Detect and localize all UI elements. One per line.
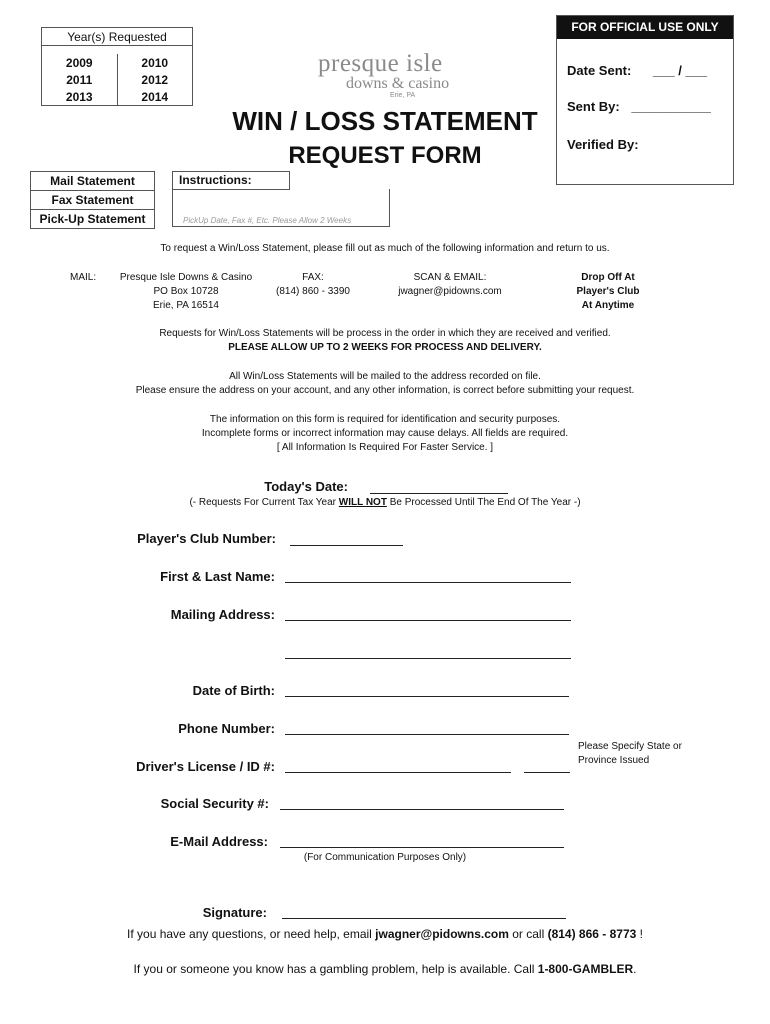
fax-label: FAX: [302, 272, 324, 283]
info-note-1: The information on this form is required for identification and security purposes. [209, 414, 561, 425]
process-note: Requests for Win/Loss Statements will be process in the order in which they are received and verified. [159, 328, 611, 339]
logo-line-1: presque isle [318, 50, 443, 77]
todays-date-field[interactable] [370, 493, 508, 494]
name-label: First & Last Name: [160, 569, 275, 584]
scan-info [380, 271, 520, 299]
process-note-bold: PLEASE ALLOW UP TO 2 WEEKS FOR PROCESS AND DELIVERY. [228, 342, 542, 353]
signature-field[interactable] [282, 918, 566, 919]
note-text: Be Processed Until The End Of The Year -) [386, 497, 581, 508]
license-note-line: Please Specify State or [578, 741, 682, 752]
info-note-2: Incomplete forms or incorrect information may cause delays. All fields are required. [201, 428, 569, 439]
logo-line-3: Erie, PA [390, 92, 416, 99]
mailing-address-field[interactable] [285, 620, 571, 621]
license-note [578, 740, 682, 768]
year-option[interactable]: 2014 [117, 88, 193, 106]
pickup-statement-option[interactable]: Pick-Up Statement [31, 210, 155, 229]
instructions-label: Instructions: [172, 171, 290, 190]
license-note-line: Province Issued [578, 755, 650, 766]
year-option[interactable]: 2013 [42, 88, 118, 106]
verified-by-label: Verified By: [567, 137, 639, 152]
date-sent-label: Date Sent: [567, 63, 632, 78]
email-label: E-Mail Address: [170, 834, 268, 849]
fax-number: (814) 860 - 3390 [276, 286, 350, 297]
dob-field[interactable] [285, 696, 569, 697]
instructions-hint: PickUp Date, Fax #, Etc. Please Allow 2 Weeks [183, 216, 352, 225]
help-text-part: or call [508, 927, 548, 941]
fax-statement-option[interactable]: Fax Statement [31, 191, 155, 210]
license-field[interactable] [285, 772, 511, 773]
phone-label: Phone Number: [178, 721, 275, 736]
help-text-part: ! [636, 927, 643, 941]
year-option[interactable]: 2011 [42, 71, 118, 88]
gambler-hotline: 1-800-GAMBLER [537, 962, 634, 976]
mail-line: PO Box 10728 [153, 286, 219, 297]
logo-line-2: downs & casino [346, 75, 450, 92]
gambling-text-part: . [633, 962, 637, 976]
sent-by-field[interactable]: ___________ [631, 99, 711, 114]
help-text [0, 927, 770, 941]
scan-label: SCAN & EMAIL: [413, 272, 487, 283]
info-note-3: [ All Information Is Required For Faster Service. ] [276, 442, 494, 453]
email-field[interactable] [280, 847, 564, 848]
ssn-label: Social Security #: [160, 796, 269, 811]
statement-options-table [30, 171, 155, 229]
years-requested-table [41, 27, 193, 106]
drop-off-info [548, 271, 668, 313]
sent-by-label: Sent By: [567, 99, 620, 114]
gambling-help-text [0, 962, 770, 976]
form-title: WIN / LOSS STATEMENT [232, 106, 538, 136]
official-use-box [556, 15, 734, 185]
years-header: Year(s) Requested [42, 28, 193, 46]
sent-by-row [567, 99, 711, 114]
note-text: (- Requests For Current Tax Year [189, 497, 339, 508]
mail-note-1: All Win/Loss Statements will be mailed to the address recorded on file. [229, 371, 541, 382]
email-note: (For Communication Purposes Only) [303, 852, 467, 863]
todays-date-label: Today's Date: [264, 479, 348, 494]
ssn-field[interactable] [280, 809, 564, 810]
mail-line: Presque Isle Downs & Casino [119, 272, 253, 283]
help-email[interactable]: jwagner@pidowns.com [375, 927, 509, 941]
mailing-address-label: Mailing Address: [170, 607, 275, 622]
mail-address [106, 271, 266, 313]
drop-line: At Anytime [581, 300, 635, 311]
fax-info [258, 271, 368, 299]
scan-email[interactable]: jwagner@pidowns.com [398, 286, 502, 297]
players-club-field[interactable] [290, 545, 403, 546]
intro-text: To request a Win/Loss Statement, please fill out as much of the following information and return to us. [160, 243, 610, 254]
phone-field[interactable] [285, 734, 569, 735]
presque-isle-logo [318, 52, 458, 100]
dob-label: Date of Birth: [192, 683, 275, 698]
note-bold: WILL NOT [338, 497, 387, 508]
drop-line: Drop Off At [581, 272, 635, 283]
help-text-part: If you have any questions, or need help, email [127, 927, 376, 941]
mail-label: MAIL: [70, 272, 97, 283]
license-label: Driver's License / ID #: [136, 759, 275, 774]
help-phone: (814) 866 - 8773 [547, 927, 637, 941]
date-sent-field[interactable]: ___ / ___ [652, 63, 708, 78]
mail-statement-option[interactable]: Mail Statement [31, 172, 155, 191]
form-subtitle: REQUEST FORM [288, 142, 482, 169]
mailing-address-field-2[interactable] [285, 658, 571, 659]
name-field[interactable] [285, 582, 571, 583]
mail-note-2: Please ensure the address on your account, and any other information, is correct before submitting your request. [135, 385, 635, 396]
year-option[interactable]: 2009 [42, 54, 118, 71]
players-club-label: Player's Club Number: [137, 531, 276, 546]
date-sent-row [567, 63, 707, 78]
official-use-header: FOR OFFICIAL USE ONLY [557, 16, 733, 39]
license-state-field[interactable] [524, 772, 570, 773]
todays-date-note [0, 496, 770, 510]
year-option[interactable]: 2012 [117, 71, 193, 88]
mail-line: Erie, PA 16514 [153, 300, 219, 311]
gambling-text-part: If you or someone you know has a gambling problem, help is available. Call [133, 962, 538, 976]
drop-line: Player's Club [576, 286, 640, 297]
signature-label: Signature: [202, 905, 267, 920]
year-option[interactable]: 2010 [117, 54, 193, 71]
